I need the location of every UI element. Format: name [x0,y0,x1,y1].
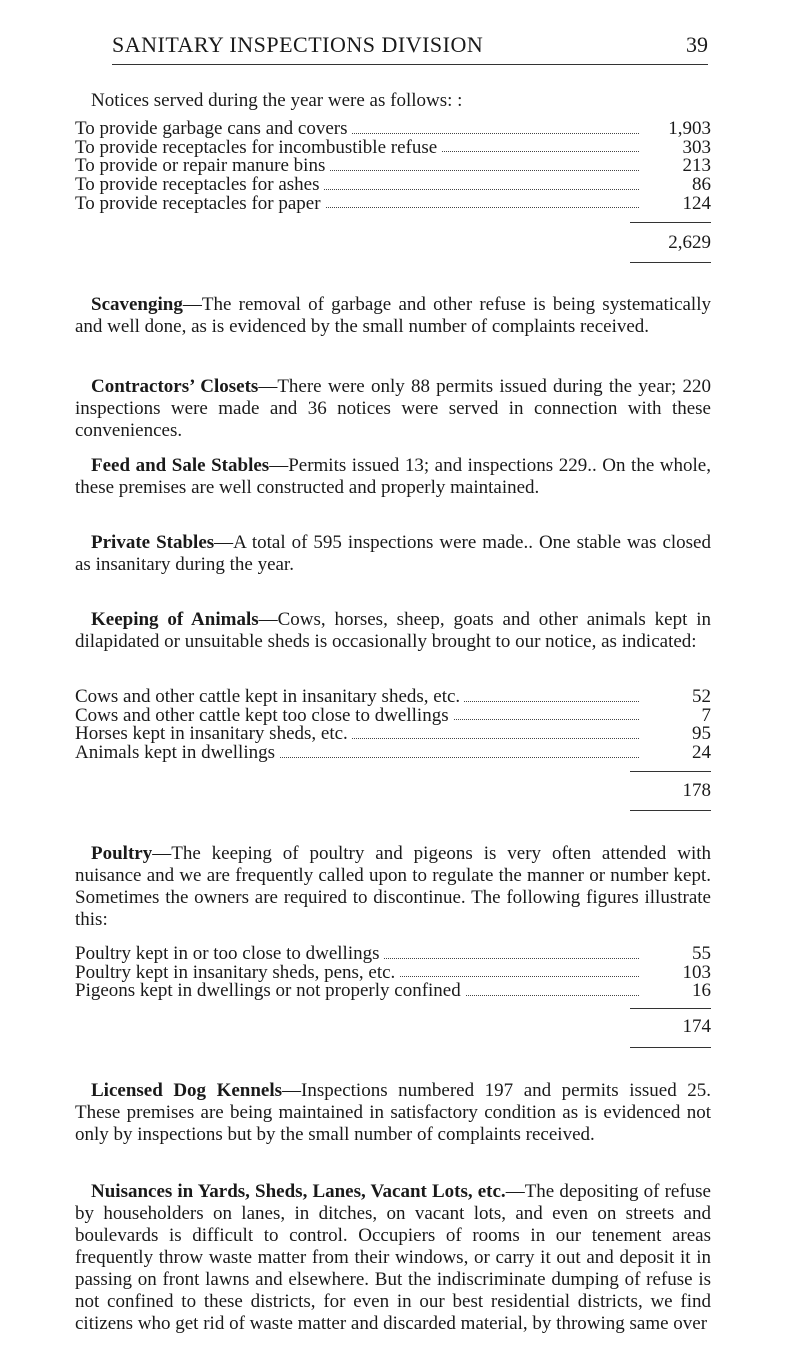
list-item-label: Poultry kept in insanitary sheds, pens, etc. [75,964,399,983]
list-item-label: To provide or repair manure bins [75,157,329,176]
list-item-label: Horses kept in insanitary sheds, etc. [75,725,352,744]
poultry-total: 174 [682,1016,711,1037]
list-item-label: Poultry kept in or too close to dwellings [75,945,384,964]
list-item [75,725,711,744]
list-item [75,945,711,964]
notices-intro: Notices served during the year were as follows: : [91,90,463,111]
running-title: SANITARY INSPECTIONS DIVISION [112,32,484,57]
list-item [75,982,711,1001]
list-item-label: Cows and other cattle kept in insanitary sheds, etc. [75,688,464,707]
total-rule [630,222,711,223]
paragraph-text: —The depositing of refuse by householders on lanes, in ditches, on vacant lots, and even on streets and boulevards is difficult to control. Occupiers of rooms in our tenement areas frequently throw waste matter from their windows, or carry it out and deposit it in passing on front lawns and elsewhere. But the indiscriminate dumping of refuse is not confined to these districts, for even in our best residential districts, we find citizens who get rid of waste matter and discarded material, by throwing same over [75,1181,711,1334]
animals-list [75,688,711,763]
list-item-value: 95 [686,725,711,744]
list-item [75,120,711,139]
paragraph-text: —Permits issued 13; and inspections 229.. On the whole, these premises are well constructed and properly maintained. [75,455,711,498]
private-stables-paragraph [75,532,711,576]
list-item-value: 124 [677,195,712,214]
total-rule [630,262,711,263]
section-heading: Nuisances in Yards, Sheds, Lanes, Vacant Lots, etc. [91,1181,506,1202]
total-rule [630,771,711,772]
paragraph-text: —Cows, horses, sheep, goats and other animals kept in dilapidated or unsuitable sheds is occasionally brought to our notice, as indicated: [75,609,711,652]
animals-paragraph [75,609,711,653]
paragraph-text: —The keeping of poultry and pigeons is very often attended with nuisance and we are frequently called upon to regulate the manner or number kept. Sometimes the owners are required to discontinue. The following figures illustrate this: [75,843,711,930]
list-item-value: 24 [686,744,711,763]
scavenging-paragraph [75,294,711,338]
list-item-value: 213 [677,157,712,176]
list-item [75,688,711,707]
list-item-label: Cows and other cattle kept too close to dwellings [75,707,453,726]
header-rule [112,64,708,65]
list-item-value: 303 [677,139,712,158]
total-rule [630,1047,711,1048]
section-heading: Private Stables [91,532,215,553]
list-item-label: To provide receptacles for paper [75,195,325,214]
nuisances-paragraph [75,1181,711,1335]
list-item-label: To provide receptacles for ashes [75,176,324,195]
section-heading: Keeping of Animals [91,609,259,630]
kennels-paragraph [75,1080,711,1146]
section-heading: Poultry [91,843,153,864]
list-item [75,139,711,158]
section-heading: Scavenging [91,294,183,315]
notices-list [75,120,711,213]
list-item [75,744,711,763]
list-item [75,157,711,176]
notices-total: 2,629 [668,232,711,253]
poultry-list [75,945,711,1001]
list-item [75,176,711,195]
paragraph-text: —There were only 88 permits issued during the year; 220 inspections were made and 36 notices were served in connection with these conveniences. [75,376,711,441]
section-heading: Contractors’ Closets [91,376,259,397]
list-item [75,195,711,214]
list-item [75,707,711,726]
list-item-value: 55 [686,945,711,964]
list-item-value: 1,903 [662,120,711,139]
total-rule [630,810,711,811]
list-item [75,964,711,983]
list-item-value: 86 [686,176,711,195]
poultry-paragraph [75,843,711,931]
list-item-value: 7 [696,707,712,726]
section-heading: Licensed Dog Kennels [91,1080,283,1101]
list-item-value: 52 [686,688,711,707]
feed-stables-paragraph [75,455,711,499]
paragraph-text: —The removal of garbage and other refuse is being systematically and well done, as is evidenced by the small number of complaints received. [75,294,711,337]
total-rule [630,1008,711,1009]
list-item-value: 16 [686,982,711,1001]
list-item-label: To provide receptacles for incombustible refuse [75,139,441,158]
section-heading: Feed and Sale Stables [91,455,270,476]
page-header [112,32,708,66]
closets-paragraph [75,376,711,442]
list-item-value: 103 [677,964,712,983]
animals-total: 178 [682,780,711,801]
list-item-label: Animals kept in dwellings [75,744,279,763]
list-item-label: To provide garbage cans and covers [75,120,351,139]
list-item-label: Pigeons kept in dwellings or not properly confined [75,982,465,1001]
paragraph-text: —A total of 595 inspections were made.. One stable was closed as insanitary during the year. [75,532,711,575]
paragraph-text: —Inspections numbered 197 and permits issued 25. These premises are being maintained in satisfactory condition as is evidenced not only by inspections but by the small number of complaints received. [75,1080,712,1145]
page-number: 39 [686,32,708,57]
